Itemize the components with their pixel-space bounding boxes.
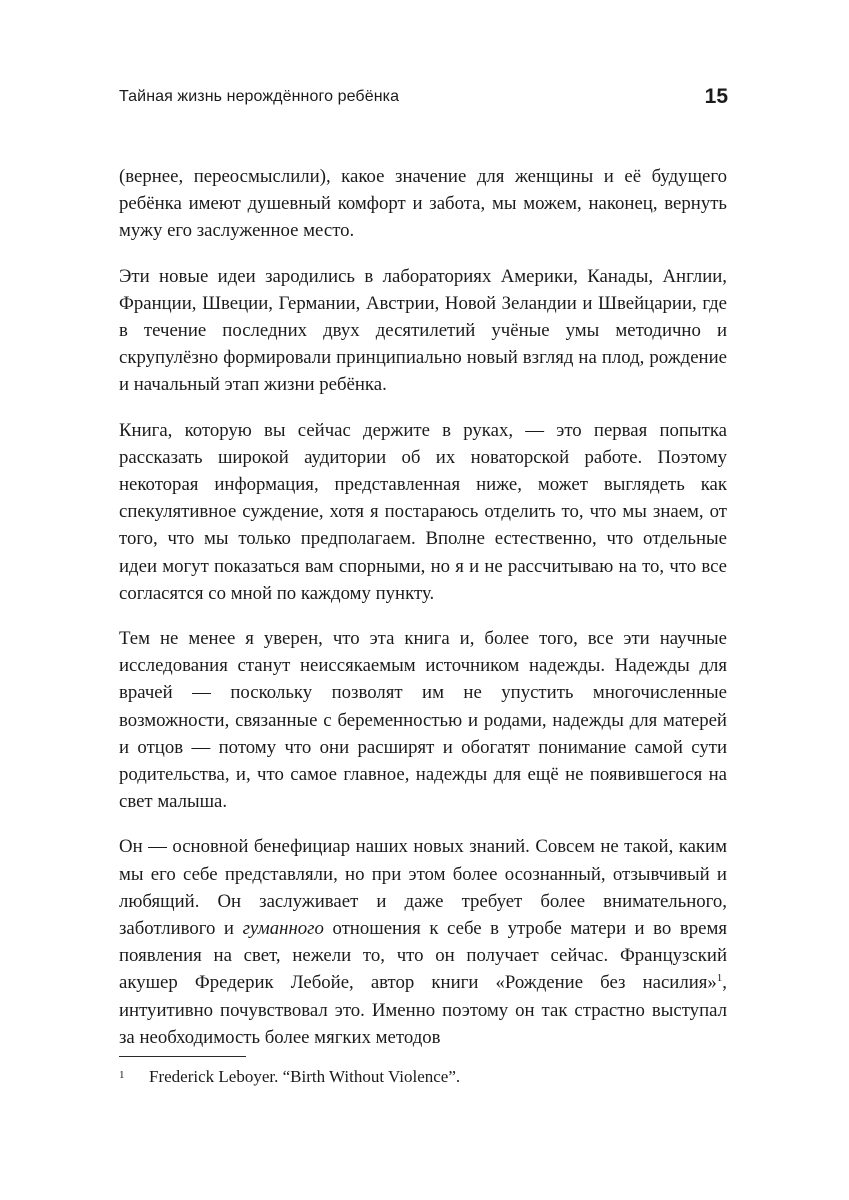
running-title: Тайная жизнь нерождённого ребёнка xyxy=(119,88,400,105)
page-number: 15 xyxy=(704,85,728,108)
paragraph-3: Книга, которую вы сейчас держите в руках, — это первая попытка рассказать широкой аудитории об их новаторской работе. Поэтому некоторая информация, представленная ниже, может выглядеть как спекулятивное суждение, хотя я постараюсь отделить то, что мы знаем, от того, что мы только предполагаем. Вполне естественно, что отдельные идеи могут показаться вам спорными, но я и не рассчитываю на то, что все согласятся со мной по каждому пункту. xyxy=(119,419,727,604)
paragraph-4: Тем не менее я уверен, что эта книга и, более того, все эти научные исследования станут неиссякаемым источником надежды. Надежды для врачей — поскольку позволят им не упустить многочисленные возможности, связанные с беременностью и родами, надежды для матерей и отцов — потому что они расширят и обогатят понимание самой сути родительства, и, что самое главное, надежды для ещё не появившегося на свет малыша. xyxy=(119,628,727,813)
paragraph-5-part-1: Он — основной бенефициар наших новых знаний. Совсем не такой, каким мы его себе представляли, но при этом более осознанный, отзывчивый и любящий. Он заслуживает и даже требует более внимательного, заботливого и xyxy=(119,836,727,940)
emphasis-word: гуманного xyxy=(242,918,324,940)
paragraph-5-part-3: , интуитивно почувствовал это. Именно поэтому он так страстно выступал за необходимость более мягких методов xyxy=(119,972,727,1048)
body-text xyxy=(119,163,727,1069)
running-header xyxy=(119,86,728,112)
footnote-reference[interactable]: 1 xyxy=(716,972,723,985)
footnote-divider xyxy=(119,1056,246,1057)
paragraph-5-part-2: отношения к себе в утробе матери и во время появления на свет, нежели то, что он получает сейчас. Французский акушер Фредерик Лебойе, автор книги «Рождение без насилия» xyxy=(119,918,727,994)
footnote-text: Frederick Leboyer. “Birth Without Violence”. xyxy=(149,1067,461,1086)
paragraph-5 xyxy=(119,833,727,1051)
paragraph-1: (вернее, переосмыслили), какое значение для женщины и её будущего ребёнка имеют душевный комфорт и забота, мы можем, наконец, вернуть мужу его заслуженное место. xyxy=(119,166,727,242)
paragraph-2: Эти новые идеи зародились в лабораториях Америки, Канады, Англии, Франции, Швеции, Германии, Австрии, Новой Зеландии и Швейцарии, где в течение последних двух десятилетий учёные умы методично и скрупулёзно формировали принципиально новый взгляд на плод, рождение и начальный этап жизни ребёнка. xyxy=(119,265,727,396)
footnote-marker: 1 xyxy=(119,1069,125,1081)
